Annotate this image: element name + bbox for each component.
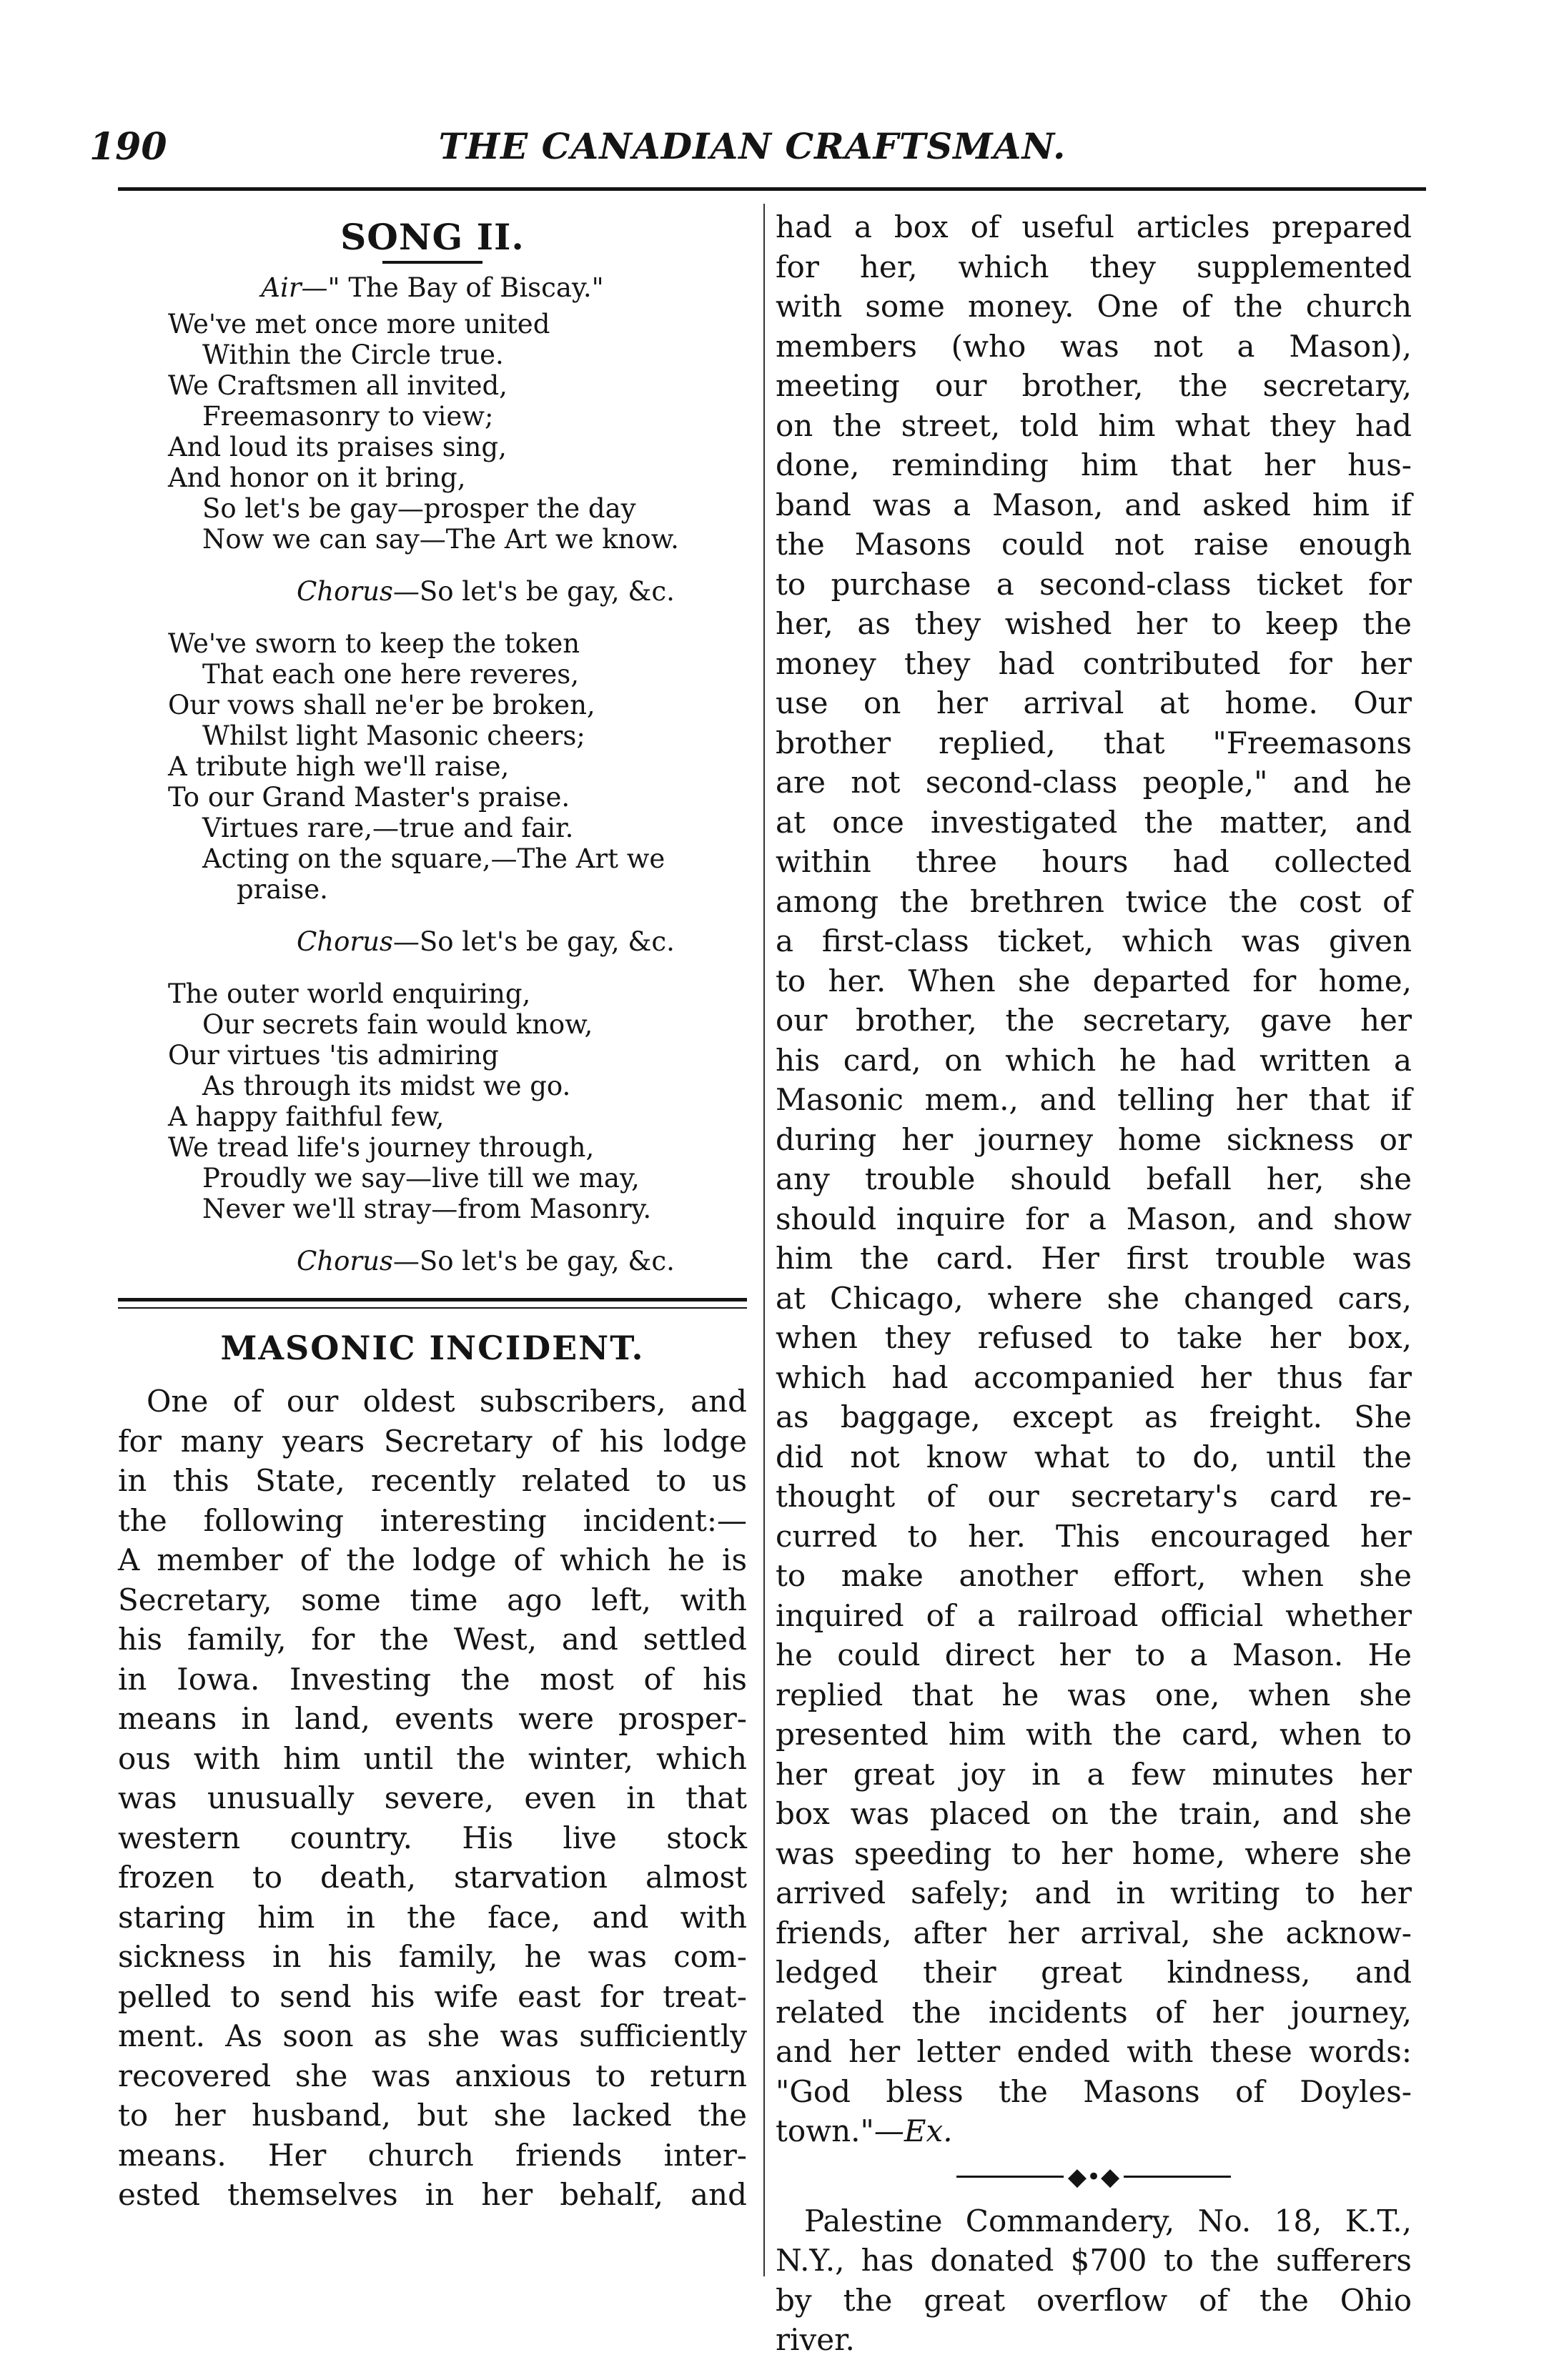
- text-line-final: [776, 2111, 1412, 2151]
- text-line: was speeding to her home, where she: [776, 1835, 1412, 1871]
- text-line: to her. When she departed for home,: [776, 963, 1412, 998]
- text-line: was unusually severe, even in that: [118, 1780, 747, 1815]
- commandery-note: [776, 2201, 1412, 2360]
- text-line: arrived safely; and in writing to her: [776, 1875, 1412, 1910]
- text-line: band was a Mason, and asked him if: [776, 487, 1412, 522]
- text-line: pelled to send his wife east for treat-: [118, 1978, 747, 2014]
- text-line: western country. His live stock: [118, 1820, 747, 1855]
- verse-line: A happy faithful few,: [168, 1101, 445, 1132]
- text-line: within three hours had collected: [776, 844, 1412, 879]
- column-divider: [763, 204, 765, 2276]
- text-line: replied that he was one, when she: [776, 1677, 1412, 1712]
- text-line: members (who was not a Mason),: [776, 328, 1412, 364]
- text-line: presented him with the card, when to: [776, 1717, 1412, 1752]
- text-line: in Iowa. Investing the most of his: [118, 1661, 747, 1697]
- verse-line: That each one here reveres,: [202, 659, 580, 690]
- header-rule: [118, 187, 1426, 191]
- chorus-text: —So let's be gay, &c.: [392, 1246, 675, 1276]
- text-line: him the card. Her first trouble was: [776, 1241, 1412, 1276]
- text-line: Palestine Commandery, No. 18, K.T.,: [804, 2203, 1412, 2238]
- verse-line: Never we'll stray—from Masonry.: [202, 1194, 652, 1224]
- text-line: should inquire for a Mason, and show: [776, 1201, 1412, 1236]
- text-line: One of our oldest subscribers, and: [147, 1384, 747, 1419]
- text-line: "God bless the Masons of Doyles-: [776, 2073, 1412, 2109]
- chorus-label: Chorus: [297, 926, 393, 957]
- text-line: ous with him until the winter, which: [118, 1740, 747, 1776]
- text-line: with some money. One of the church: [776, 289, 1412, 324]
- chorus-label: Chorus: [297, 1246, 393, 1276]
- text-line: town.": [776, 2113, 874, 2148]
- text-line: staring him in the face, and with: [118, 1899, 747, 1935]
- text-line: frozen to death, starvation almost: [118, 1860, 747, 1895]
- verse-line: Our vows shall ne'er be broken,: [168, 690, 595, 720]
- song-stanza-2: [168, 628, 747, 905]
- chorus-label: Chorus: [297, 576, 393, 607]
- right-column: [776, 207, 1412, 2360]
- text-line: by the great overflow of the Ohio: [776, 2282, 1412, 2318]
- text-line: which had accompanied her thus far: [776, 1359, 1412, 1395]
- text-line: are not second-class people," and he: [776, 765, 1412, 800]
- article-body-left: [118, 1382, 747, 2215]
- text-line: ment. As soon as she was sufficiently: [118, 2018, 747, 2053]
- verse-line: praise.: [237, 874, 328, 905]
- text-line: Secretary, some time ago left, with: [118, 1582, 747, 1617]
- text-line: meeting our brother, the secretary,: [776, 368, 1412, 403]
- verse-line: The outer world enquiring,: [168, 978, 531, 1009]
- song-stanza-3: [168, 978, 747, 1224]
- song-chorus: [297, 926, 747, 957]
- verse-line: We tread life's journey through,: [168, 1132, 595, 1163]
- text-line: Masonic mem., and telling her that if: [776, 1082, 1412, 1117]
- song-title-rule: [382, 261, 482, 264]
- text-line: A member of the lodge of which he is: [118, 1542, 747, 1577]
- verse-line: And loud its praises sing,: [168, 432, 507, 462]
- text-line: ledged their great kindness, and: [776, 1955, 1412, 1990]
- verse-line: Freemasonry to view;: [202, 401, 494, 432]
- text-line: sickness in his family, he was com-: [118, 1939, 747, 1974]
- text-line: N.Y., has donated $700 to the sufferers: [776, 2243, 1412, 2278]
- verse-line: To our Grand Master's praise.: [168, 782, 570, 813]
- text-line: related the incidents of her journey,: [776, 1994, 1412, 2030]
- running-title: THE CANADIAN CRAFTSMAN.: [438, 125, 1066, 167]
- page-number: 190: [89, 125, 167, 169]
- air-label: Air: [261, 272, 302, 303]
- song-chorus: [297, 1246, 747, 1276]
- verse-line: And honor on it bring,: [168, 462, 466, 493]
- text-line: the Masons could not raise enough: [776, 527, 1412, 562]
- text-line: did not know what to do, until the: [776, 1439, 1412, 1474]
- page-header: [89, 125, 1415, 175]
- text-line: recovered she was anxious to return: [118, 2058, 747, 2093]
- text-line: her great joy in a few minutes her: [776, 1756, 1412, 1792]
- text-line: curred to her. This encouraged her: [776, 1518, 1412, 1554]
- text-line: to her husband, but she lacked the: [118, 2098, 747, 2133]
- text-line: when they refused to take her box,: [776, 1320, 1412, 1355]
- text-line: as baggage, except as freight. She: [776, 1399, 1412, 1434]
- text-line: money they had contributed for her: [776, 645, 1412, 681]
- verse-line: Our virtues 'tis admiring: [168, 1040, 499, 1071]
- article-body-right: [776, 207, 1412, 2151]
- text-line: thought of our secretary's card re-: [776, 1479, 1412, 1514]
- article-source: —Ex.: [873, 2113, 953, 2148]
- text-line: at once investigated the matter, and: [776, 804, 1412, 840]
- text-line: inquired of a railroad official whether: [776, 1597, 1412, 1633]
- text-line: to make another effort, when she: [776, 1558, 1412, 1593]
- verse-line: A tribute high we'll raise,: [168, 751, 510, 782]
- text-line: to purchase a second-class ticket for: [776, 566, 1412, 602]
- chorus-text: —So let's be gay, &c.: [392, 576, 675, 607]
- text-line: for her, which they supplemented: [776, 249, 1412, 284]
- verse-line: Our secrets fain would know,: [202, 1009, 593, 1040]
- article-title: MASONIC INCIDENT.: [220, 1329, 645, 1367]
- chorus-text: —So let's be gay, &c.: [392, 926, 675, 957]
- text-line: in this State, recently related to us: [118, 1463, 747, 1498]
- text-line: brother replied, that "Freemasons: [776, 725, 1412, 760]
- text-line: her, as they wished her to keep the: [776, 606, 1412, 641]
- ornament-divider: [776, 2161, 1412, 2191]
- left-column: [118, 207, 747, 2215]
- section-divider: [118, 1298, 747, 1309]
- text-line: among the brethren twice the cost of: [776, 883, 1412, 919]
- text-line: done, reminding him that her hus-: [776, 447, 1412, 482]
- text-line: during her journey home sickness or: [776, 1121, 1412, 1157]
- text-line: he could direct her to a Mason. He: [776, 1637, 1412, 1672]
- text-line: his card, on which he had written a: [776, 1042, 1412, 1078]
- song-title: SONG II.: [340, 216, 525, 258]
- text-line: means. Her church friends inter-: [118, 2137, 747, 2173]
- verse-line: We've met once more united: [168, 309, 550, 339]
- text-line: at Chicago, where she changed cars,: [776, 1280, 1412, 1316]
- text-line: our brother, the secretary, gave her: [776, 1003, 1412, 1038]
- song-chorus: [297, 576, 747, 607]
- verse-line: Within the Circle true.: [202, 339, 504, 370]
- text-line: on the street, told him what they had: [776, 407, 1412, 443]
- song-air: [118, 272, 747, 303]
- text-line: his family, for the West, and settled: [118, 1622, 747, 1657]
- text-line: any trouble should befall her, she: [776, 1161, 1412, 1196]
- song-stanza-1: [168, 309, 747, 555]
- verse-line: Now we can say—The Art we know.: [202, 524, 679, 555]
- text-line: the following interesting incident:—: [118, 1502, 747, 1538]
- text-line: a first-class ticket, which was given: [776, 923, 1412, 958]
- verse-line: So let's be gay—prosper the day: [202, 493, 636, 524]
- text-line: ested themselves in her behalf, and: [118, 2177, 747, 2212]
- verse-line: We Craftsmen all invited,: [168, 370, 508, 401]
- text-line: use on her arrival at home. Our: [776, 685, 1412, 720]
- verse-line: Proudly we say—live till we may,: [202, 1163, 640, 1194]
- text-line: had a box of useful articles prepared: [776, 209, 1412, 244]
- verse-line: Virtues rare,—true and fair.: [202, 813, 574, 843]
- ornament-icon: ◆•◆: [1067, 2162, 1120, 2191]
- verse-line: We've sworn to keep the token: [168, 628, 580, 659]
- verse-line: Whilst light Masonic cheers;: [202, 720, 585, 751]
- text-line: river.: [776, 2322, 855, 2357]
- text-line: for many years Secretary of his lodge: [118, 1423, 747, 1459]
- text-line: means in land, events were prosper-: [118, 1701, 747, 1736]
- verse-line: As through its midst we go.: [202, 1071, 571, 1101]
- text-line: friends, after her arrival, she acknow-: [776, 1915, 1412, 1950]
- text-line: and her letter ended with these words:: [776, 2034, 1412, 2069]
- air-text: —" The Bay of Biscay.": [301, 272, 604, 303]
- text-line: box was placed on the train, and she: [776, 1796, 1412, 1831]
- verse-line: Acting on the square,—The Art we: [202, 843, 665, 874]
